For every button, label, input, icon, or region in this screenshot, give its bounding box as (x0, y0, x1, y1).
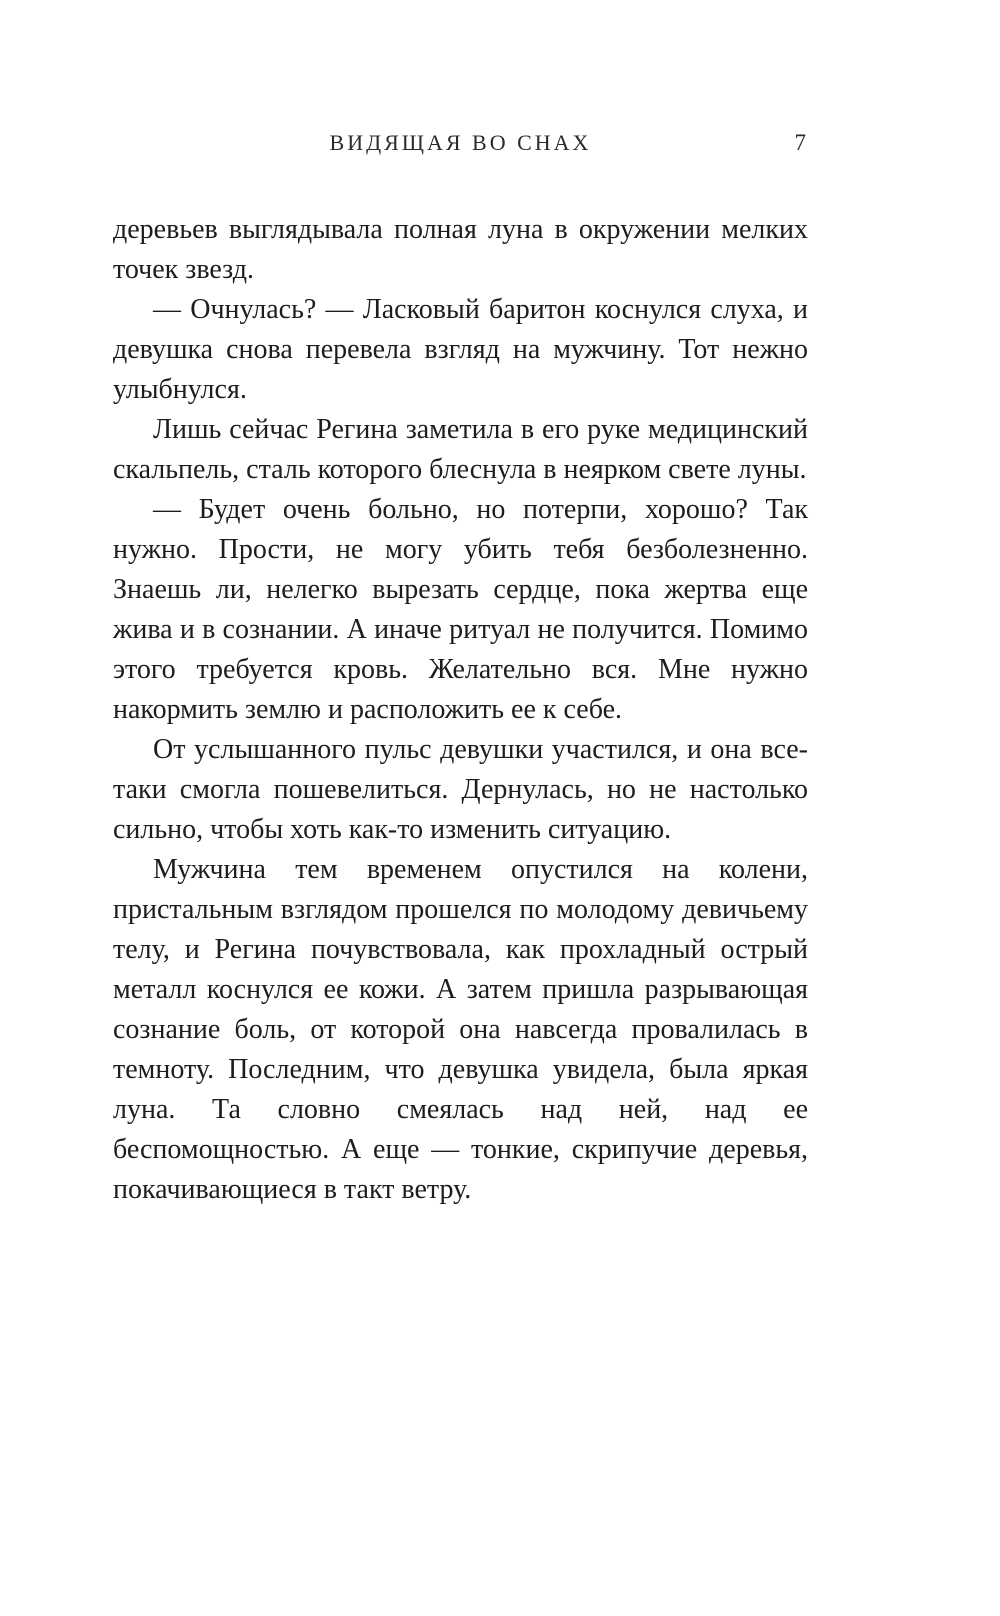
page-body (113, 210, 808, 1210)
page-number: 7 (794, 130, 806, 155)
paragraph: Мужчина тем временем опустился на колени, пристальным взглядом прошелся по молодому девичьему телу, и Регина почувствовала, как прохладный острый металл коснулся ее кожи. А затем пришла разрывающая сознание боль, от которой она навсегда провалилась в темноту. Последним, что девушка увидела, была яркая луна. Та словно смеялась над ней, над ее беспомощностью. А еще — тонкие, скрипучие деревья, покачивающиеся в такт ветру. (113, 854, 808, 1205)
paragraph: Лишь сейчас Регина заметила в его руке медицинский скальпель, сталь которого блеснула в неярком свете луны. (113, 414, 808, 485)
paragraph: — Будет очень больно, но потерпи, хорошо? Так нужно. Прости, не могу убить тебя безболезненно. Знаешь ли, нелегко вырезать сердце, пока жертва еще жива и в сознании. А иначе ритуал не получится. Помимо этого требуется кровь. Желательно вся. Мне нужно накормить землю и расположить ее к себе. (113, 494, 808, 725)
running-header (113, 130, 808, 162)
paragraph: — Очнулась? — Ласковый баритон коснулся слуха, и девушка снова перевела взгляд на мужчину. Тот нежно улыбнулся. (113, 294, 808, 405)
running-header-title: ВИДЯЩАЯ ВО СНАХ (329, 130, 592, 155)
paragraph: От услышанного пульс девушки участился, и она все-таки смогла пошевелиться. Дернулась, но не настолько сильно, чтобы хоть как-то изменить ситуацию. (113, 734, 808, 845)
paragraph: деревьев выглядывала полная луна в окружении мелких точек звезд. (113, 214, 808, 285)
